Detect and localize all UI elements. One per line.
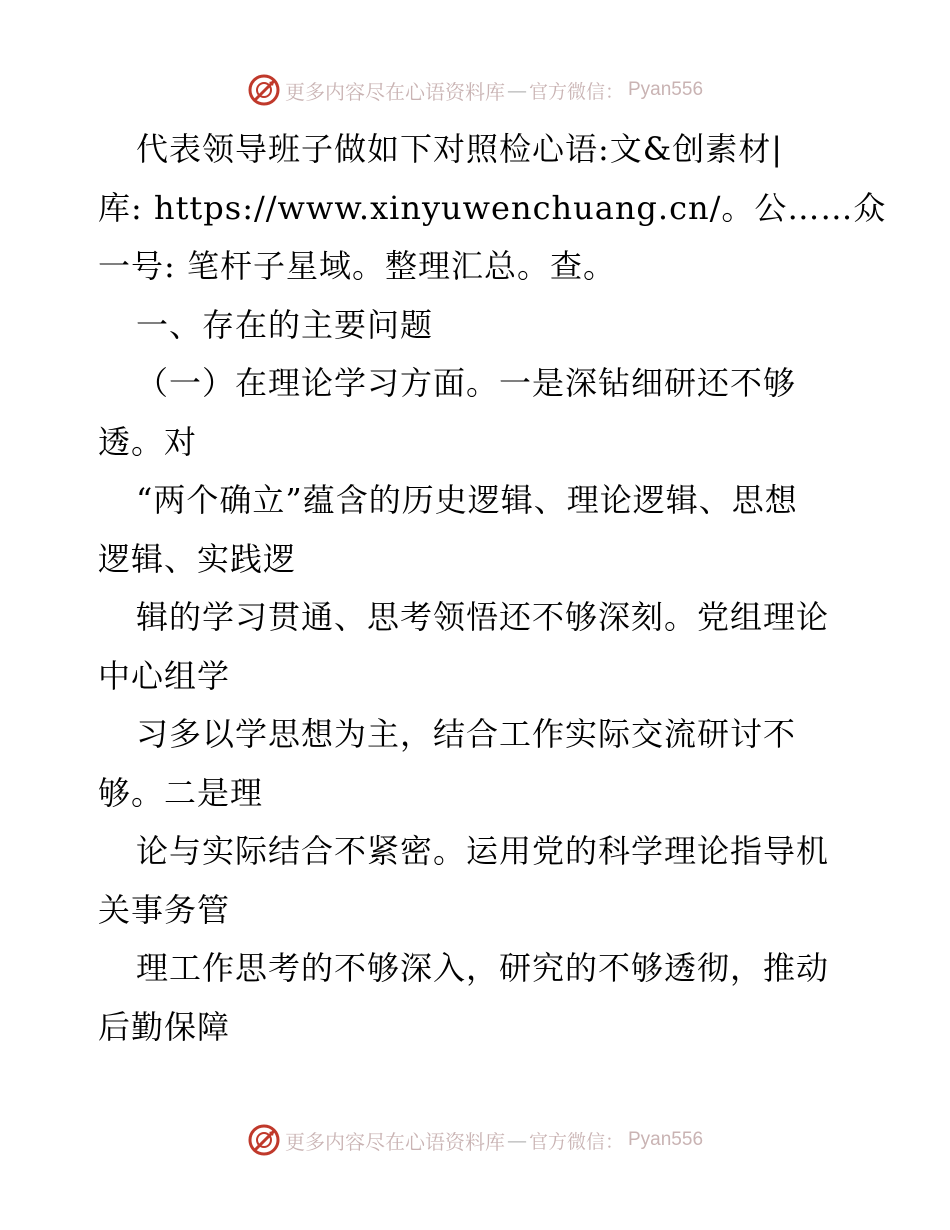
text-line: 辑的学习贯通、思考领悟还不够深刻。党组理论 — [136, 598, 830, 636]
document-body — [98, 120, 887, 1056]
banner-text: 更多内容尽在心语资料库 — [284, 79, 505, 104]
banner-wechat-label: 官方微信： — [528, 1130, 624, 1153]
footer-banner — [0, 1120, 950, 1160]
text-line: 够。二是理 — [98, 773, 264, 812]
banner-separator: — — [506, 78, 527, 102]
text-line: 后勤保障 — [98, 1007, 231, 1046]
text-line: 库: https://www.xinyuwenchuang.cn/。公……众 — [98, 188, 887, 227]
banner-text: 更多内容尽在心语资料库 — [284, 1129, 505, 1154]
text-line: 一号: 笔杆子星域。整理汇总。查。 — [98, 247, 616, 285]
text-line: “两个确立”蕴含的历史逻辑、理论逻辑、思想 — [136, 481, 798, 519]
brand-logo-icon — [247, 73, 281, 107]
banner-separator: — — [506, 1128, 527, 1152]
banner-wechat-label: 官方微信： — [528, 80, 624, 103]
text-line: 代表领导班子做如下对照检心语:文&创素材| — [136, 130, 784, 168]
text-line: 逻辑、实践逻 — [98, 539, 297, 578]
text-line: 理工作思考的不够深入，研究的不够透彻，推动 — [136, 949, 830, 987]
section-heading: 一、存在的主要问题 — [136, 305, 434, 344]
text-line: （一）在理论学习方面。一是深钻细研还不够 — [136, 364, 797, 402]
header-banner — [0, 70, 950, 110]
brand-logo-icon — [247, 1123, 281, 1157]
text-line: 论与实际结合不紧密。运用党的科学理论指导机 — [136, 832, 830, 870]
text-line: 关事务管 — [98, 890, 231, 929]
text-line: 透。对 — [98, 422, 198, 461]
text-line: 习多以学思想为主，结合工作实际交流研讨不 — [136, 715, 797, 753]
banner-wechat-id: Pyan556 — [628, 79, 704, 100]
banner-wechat-id: Pyan556 — [628, 1129, 704, 1150]
text-line: 中心组学 — [98, 656, 231, 695]
